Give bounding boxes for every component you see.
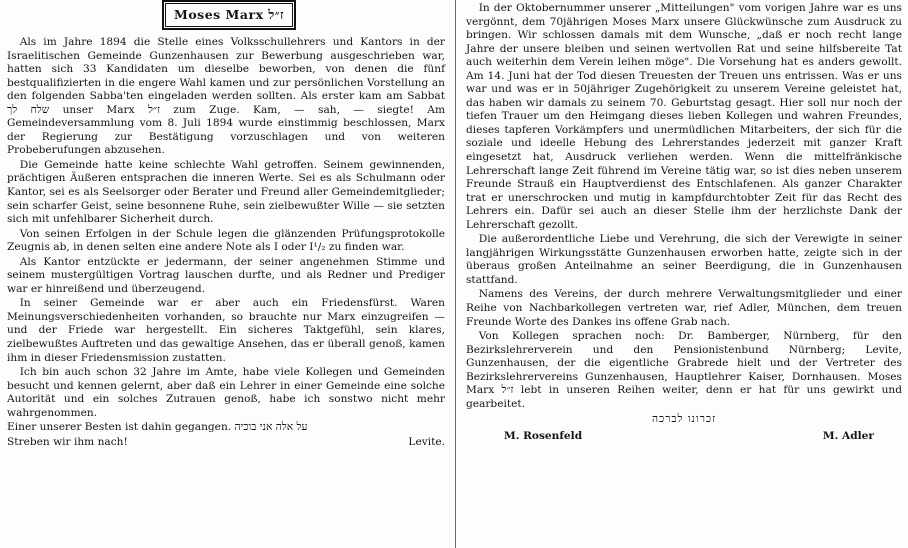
closing-line: Einer unserer Besten ist dahin gegangen. על אלה אני בוכיה — [7, 421, 308, 434]
left-paragraph-6: Ich bin auch schon 32 Jahre im Amte, habe viele Kollegen und Gemeinden besucht und kennen gelernt, aber daß ein Lehrer in einer Gemeinde eine solche Autorität und ein solches Zutrauen genoß, habe ich sonstwo nicht mehr wahrgenommen. — [7, 366, 445, 419]
right-paragraph-4: Von Kollegen sprachen noch: Dr. Bamberger, Nürnberg, für den Bezirkslehrerverein und den Pensionistenbund Nürnberg; Levite, Gunzenhausen, der die eigentliche Grabrede hielt und der Vertreter des Bezirkslehrervereins Gunzenhausen, Hauptlehrer Kaiser, Dornhausen. Moses Marx ז״ל lebt in unseren Reihen weiter, denn er hat für uns gewirkt und gearbeitet. — [466, 330, 902, 410]
title-area — [7, 0, 445, 36]
hebrew-blessing: זכרונו לברכה — [651, 413, 717, 426]
right-paragraph-1: In der Oktobernummer unserer „Mitteilungen" vom vorigen Jahre war es uns vergönnt, dem 70jährigen Moses Marx unsere Glückwünsche zum Ausdruck zu bringen. Wir schlossen damals mit dem Wunsche, „daß er noch recht lange Jahre der unsere bleiben und seinen wertvollen Rat und seine hilfsbereite Tat auch weiterhin dem Verein leihen möge". Die Vorsehung hat es anders gewollt. Am 14. Juni hat der Tod diesen Treuesten der Treuen uns entrissen. Was er uns war und was er in 50jähriger Zugehörigkeit zu unserem Vereine geleistet hat, das haben wir damals zu seinem 70. Geburtstag gesagt. Hier soll nur noch der tiefen Trauer um den Heimgang dieses lieben Kollegen und wahren Freundes, dieses tapferen Vorkämpfers und unermüdlichen Mitarbeiters, der sich für die soziale und ideelle Hebung des Lehrerstandes jederzeit mit ganzer Kraft eingesetzt hat, Ausdruck verliehen werden. Wenn die mittelfränkische Lehrerschaft lange Zeit führend im Vereine tätig war, so ist dies neben unserem Freunde Strauß ein Hauptverdienst des Entschlafenen. Als ganzer Charakter trat er unerschrocken und mutig in kampfdurchtobter Zeit für das Recht des Lehrers ein. Dafür sei auch an dieser Stelle ihm der herzlichste Dank der Lehrerschaft gezollt. — [466, 2, 902, 231]
column-divider — [455, 0, 456, 548]
left-column — [7, 0, 445, 449]
obituary-title: Moses Marx ז״ל — [165, 3, 293, 27]
signers-row — [466, 430, 902, 444]
left-paragraph-3: Von seinen Erfolgen in der Schule legen die glänzenden Prüfungsprotokolle Zeugnis ab, in denen selten eine andere Note als I oder I¹/₂ zu finden war. — [7, 227, 445, 254]
left-paragraph-5: In seiner Gemeinde war er aber auch ein Friedensfürst. Waren Meinungsverschiedenheiten vorhanden, so brauchte nur Marx einzugreifen — und der Friede war hergestellt. Ein sicheres Taktgefühl, sein klares, zielbewußtes Auftreten und das gewaltige Ansehen, das er überall genoß, kamen ihm in dieser Friedensmission zustatten. — [7, 297, 445, 364]
left-paragraph-4: Als Kantor entzückte er jedermann, der seiner angenehmen Stimme und seinem mustergültigen Vortrag lauschen durfte, und als Redner und Prediger war er hinreißend und überzeugend. — [7, 255, 445, 295]
right-column — [466, 2, 902, 444]
author-signature: Levite. — [408, 435, 445, 448]
left-paragraph-2: Die Gemeinde hatte keine schlechte Wahl getroffen. Seinem gewinnenden, prächtigen Äußeren entsprachen die inneren Werte. Sei es als Schulmann oder Kantor, sei es als Seelsorger oder Berater und Freund aller Gemeindemitglieder; sein scharfer Geist, seine besonnene Ruhe, sein zielbewußter Wille — sie setzten sich mit unfehlbarer Sicherheit durch. — [7, 158, 445, 226]
closing-row — [7, 436, 445, 450]
closing-exhortation: Streben wir ihm nach! — [7, 435, 128, 448]
right-paragraph-3: Namens des Vereins, der durch mehrere Verwaltungsmitglieder und einer Reihe von Nachbarkollegen vertreten war, rief Adler, München, dem treuen Freunde Worte des Dankes ins offene Grab nach. — [466, 288, 902, 328]
signer-rosenfeld: M. Rosenfeld — [504, 429, 583, 442]
right-paragraph-2: Die außerordentliche Liebe und Verehrung, die sich der Verewigte in seiner langjährigen Wirkungsstätte Gunzenhausen erworben hatte, zeigte sich in der überaus großen Anteilnahme an seiner Beerdigung, die in Gunzenhausen stattfand. — [466, 233, 902, 286]
left-paragraph-1: Als im Jahre 1894 die Stelle eines Volksschullehrers und Kantors in der Israelitischen Gemeinde Gunzenhausen zur Bewerbung ausgeschrieben war, hatten sich 33 Kandidaten um dieselbe beworben, von denen die fünf bestqualifizierten in die engere Wahl kamen und zur persönlichen Vorstellung an den folgenden Sabba'ten eingeladen werden sollten. Als erster kam am Sabbat שלח לך unser Marx ז״ל zum Zuge. Kam, — sah, — siegte! Am Gemeindeversammlung vom 8. Juli 1894 wurde einstimmig beschlossen, Marx der Regierung zur Bestätigung vorzuschlagen und von weiteren Probeberufungen abzusehen. — [7, 36, 445, 157]
signer-adler: M. Adler — [822, 429, 874, 442]
